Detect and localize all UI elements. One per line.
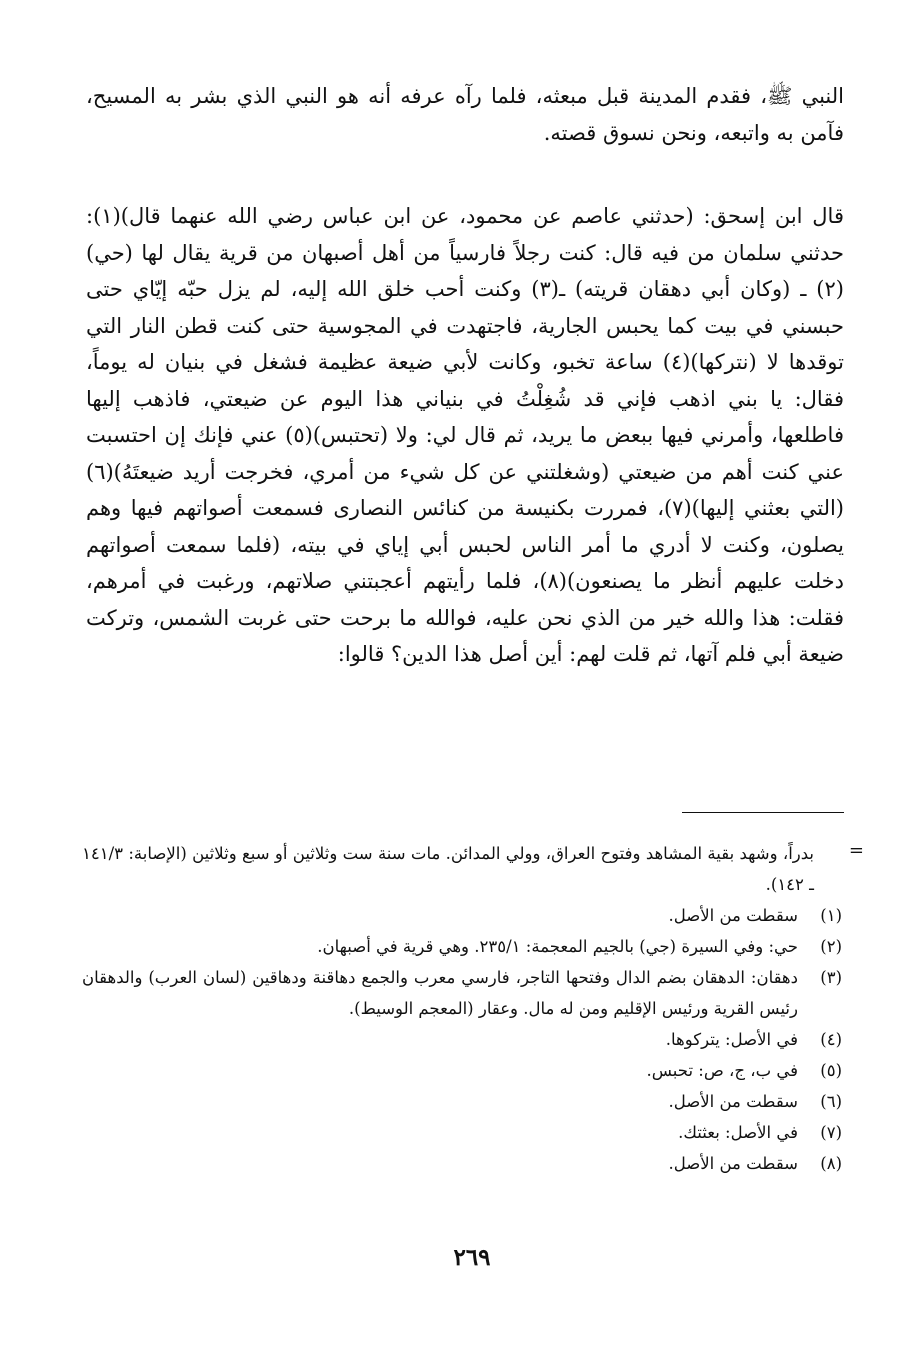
footnote-item bbox=[82, 962, 842, 1024]
footnote-item bbox=[82, 1117, 842, 1148]
footnote-text: سقطت من الأصل. bbox=[668, 906, 798, 925]
footnote-text: دهقان: الدهقان بضم الدال وفتحها التاجر، فارسي معرب والجمع دهاقنة ودهاقين (لسان العرب) والدهقان رئيس القرية ورئيس الإقليم ومن له مال. وعقار (المعجم الوسيط). bbox=[82, 968, 798, 1018]
footnote-text: في الأصل: يتركوها. bbox=[665, 1030, 798, 1049]
footnote-number: (٥) bbox=[820, 1061, 842, 1080]
footnote-text: في الأصل: بعثتك. bbox=[678, 1123, 798, 1142]
footnote-number: (١) bbox=[820, 906, 842, 925]
footnotes-section bbox=[82, 838, 842, 1179]
footnote-text: سقطت من الأصل. bbox=[668, 1092, 798, 1111]
footnote-item bbox=[82, 1024, 842, 1055]
paragraph-text: قال ابن إسحق: (حدثني عاصم عن محمود، عن ابن عباس رضي الله عنهما قال)(١): حدثني سلمان من فيه قال: كنت رجلاً فارسياً من أهل أصبهان من قرية يقال لها (حي)(٢) ـ (وكان أبي دهقان قريته) ـ(٣) وكنت أحب خلق الله إليه، لم يزل حبّه إيّاي حتى حبسني في بيت كما يحبس الجارية، فاجتهدت في المجوسية حتى كنت قطن النار التي توقدها لا (نتركها)(٤) ساعة تخبو، وكانت لأبي ضيعة عظيمة فشغل في بنيان له يوماً، فقال: يا بني اذهب فإني قد شُغِلْتُ في بنياني هذا اليوم عن ضيعتي، فاذهب إليها فاطلعها، وأمرني فيها ببعض ما يريد، ثم قال لي: ولا (تحتبس)(٥) عني فإنك إن احتسبت عني كنت أهم من ضيعتي (وشغلتني عن كل شيء من أمري، فخرجت أريد ضيعتَهُ)(٦) (التي بعثني إليها)(٧)، فمررت بكنيسة من كنائس النصارى فسمعت أصواتهم فيها وهم يصلون، وكنت لا أدري ما أمر الناس لحبس أبي إياي في بيته، (فلما سمعت أصواتهم دخلت عليهم أنظر ما يصنعون)(٨)، فلما رأيتهم أعجبتني صلاتهم، ورغبت في أمرهم، فقلت: هذا والله خير من الذي نحن عليه، فوالله ما برحت حتى غربت الشمس، وتركت ضيعة أبي فلم آتها، ثم قلت لهم: أين أصل هذا الدين؟ قالوا: bbox=[86, 204, 844, 666]
footnote-item bbox=[82, 900, 842, 931]
footnote-divider bbox=[682, 812, 844, 813]
footnote-text: سقطت من الأصل. bbox=[668, 1154, 798, 1173]
footnote-number: (٣) bbox=[820, 968, 842, 987]
footnote-text: في ب، ج، ص: تحبس. bbox=[646, 1061, 798, 1080]
body-paragraph-2 bbox=[86, 198, 844, 673]
footnote-number: (٦) bbox=[820, 1092, 842, 1111]
footnote-number: (٧) bbox=[820, 1123, 842, 1142]
footnote-continuation: بدراً، وشهد بقية المشاهد وفتوح العراق، وولي المدائن. مات سنة ست وثلاثين أو سبع وثلاثين (الإصابة: ١٤١/٣ ـ ١٤٢). bbox=[82, 844, 814, 894]
footnote-item bbox=[82, 1086, 842, 1117]
paragraph-text: النبي ﷺ، فقدم المدينة قبل مبعثه، فلما رآه عرفه أنه هو النبي الذي بشر به المسيح، فآمن به واتبعه، ونحن نسوق قصته. bbox=[86, 84, 844, 145]
footnote-item bbox=[82, 1055, 842, 1086]
footnote-text: حي: وفي السيرة (جي) بالجيم المعجمة: ٢٣٥/١. وهي قرية في أصبهان. bbox=[317, 937, 798, 956]
footnote-number: (٨) bbox=[820, 1154, 842, 1173]
footnote-number: (٢) bbox=[820, 937, 842, 956]
footnote-number: (٤) bbox=[820, 1030, 842, 1049]
footnote-continuation-marker: = bbox=[848, 840, 864, 861]
footnote-item bbox=[82, 931, 842, 962]
page-number: ٢٦٩ bbox=[453, 1244, 491, 1271]
footnote-item bbox=[82, 1148, 842, 1179]
body-paragraph-1 bbox=[86, 78, 844, 151]
